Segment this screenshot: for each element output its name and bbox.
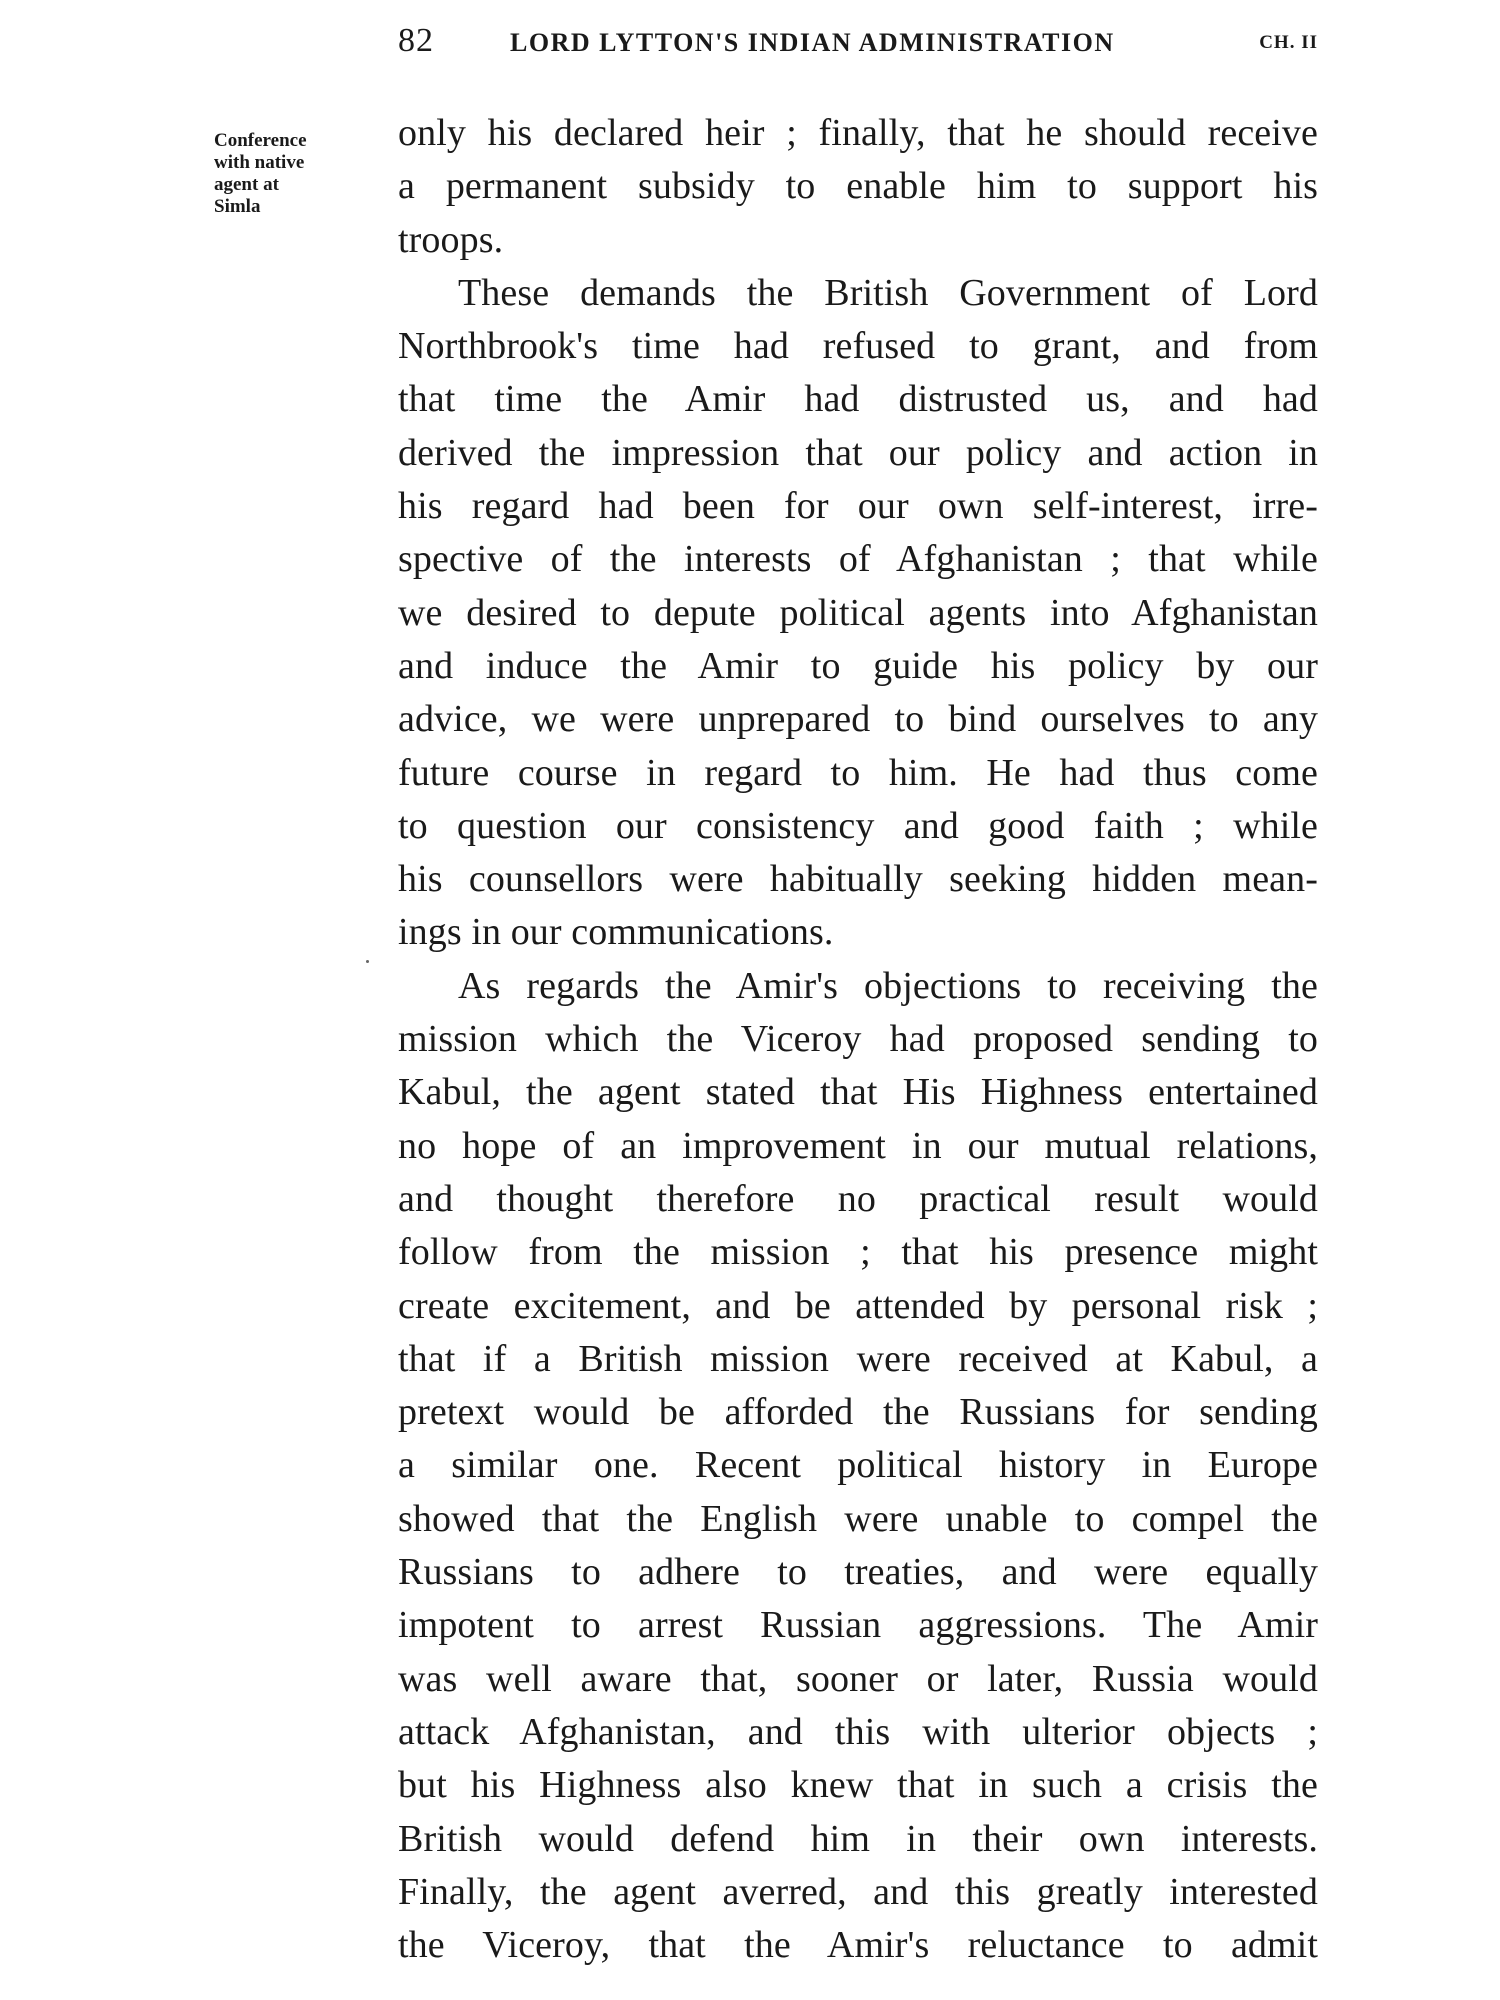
print-speck <box>366 960 369 963</box>
text-line: a similar one. Recent political history in Europe <box>398 1444 1318 1487</box>
text-line: Northbrook's time had refused to grant, and from <box>398 325 1318 368</box>
text-line: British would defend him in their own interests. <box>398 1817 1318 1860</box>
text-line: derived the impression that our policy and action in <box>398 431 1318 474</box>
text-line: pretext would be afforded the Russians for sending <box>398 1391 1318 1434</box>
text-line: Russians to adhere to treaties, and were equally <box>398 1551 1318 1594</box>
text-line: that if a British mission were received at Kabul, a <box>398 1337 1318 1380</box>
text-line: and induce the Amir to guide his policy by our <box>398 644 1318 687</box>
book-title: LORD LYTTON'S INDIAN ADMINISTRATION <box>510 28 1115 57</box>
text-line: and thought therefore no practical result would <box>398 1177 1318 1220</box>
text-line: but his Highness also knew that in such a crisis the <box>398 1764 1318 1807</box>
margin-note-line: Simla <box>214 196 261 217</box>
text-line: future course in regard to him. He had thus come <box>398 751 1318 794</box>
text-line: follow from the mission ; that his presence might <box>398 1231 1318 1274</box>
text-line: we desired to depute political agents into Afghanistan <box>398 591 1318 634</box>
text-line: spective of the interests of Afghanistan ; that while <box>398 538 1318 581</box>
text-line: that time the Amir had distrusted us, and had <box>398 378 1318 421</box>
text-line: was well aware that, sooner or later, Russia would <box>398 1657 1318 1700</box>
margin-note <box>214 130 374 218</box>
text-line: advice, we were unprepared to bind ourselves to any <box>398 698 1318 741</box>
text-line: mission which the Viceroy had proposed sending to <box>398 1018 1318 1061</box>
text-line: troops. <box>398 218 504 261</box>
running-head <box>398 22 1318 72</box>
text-line: Finally, the agent averred, and this greatly interested <box>398 1870 1318 1913</box>
text-line: impotent to arrest Russian aggressions. The Amir <box>398 1604 1318 1647</box>
text-line: his counsellors were habitually seeking hidden mean- <box>398 858 1318 901</box>
text-line: Kabul, the agent stated that His Highness entertained <box>398 1071 1318 1114</box>
margin-note-line: with native <box>214 152 305 173</box>
page-number: 82 <box>398 22 434 59</box>
margin-note-line: Conference <box>214 130 307 151</box>
body-text <box>398 107 1318 1972</box>
text-line: ings in our communications. <box>398 911 834 954</box>
text-line: his regard had been for our own self-interest, irre- <box>398 485 1318 528</box>
margin-note-line: agent at <box>214 174 279 195</box>
text-line: to question our consistency and good faith ; while <box>398 804 1318 847</box>
text-line: only his declared heir ; finally, that he should receive <box>398 112 1318 154</box>
text-line: attack Afghanistan, and this with ulterior objects ; <box>398 1710 1318 1753</box>
text-line: create excitement, and be attended by personal risk ; <box>398 1284 1318 1327</box>
text-line: As regards the Amir's objections to receiving the <box>458 964 1318 1007</box>
text-line: a permanent subsidy to enable him to support his <box>398 165 1318 208</box>
text-line: no hope of an improvement in our mutual relations, <box>398 1124 1318 1167</box>
chapter-marker: CH. II <box>1259 32 1318 53</box>
text-line: the Viceroy, that the Amir's reluctance to admit <box>398 1924 1318 1967</box>
text-line: showed that the English were unable to compel the <box>398 1497 1318 1540</box>
text-line: These demands the British Government of Lord <box>458 271 1318 314</box>
